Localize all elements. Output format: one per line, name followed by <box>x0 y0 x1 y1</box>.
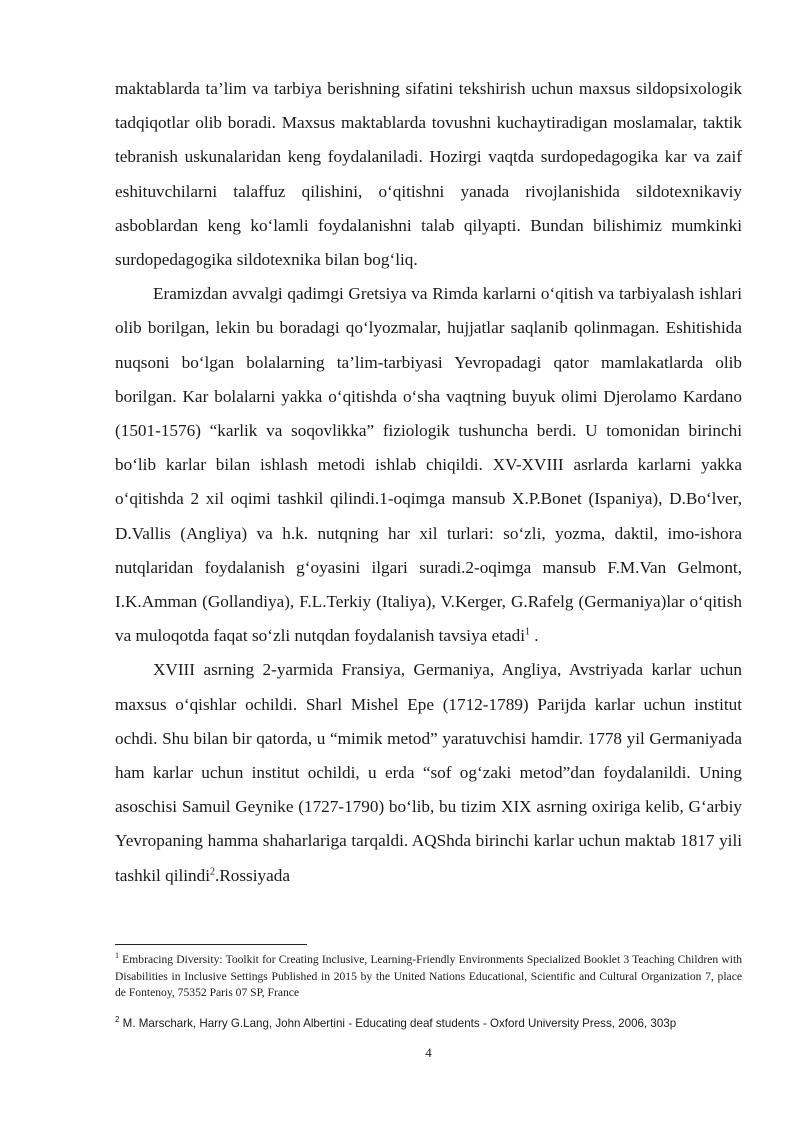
footnote-1-text: Embracing Diversity: Toolkit for Creating Inclusive, Learning-Friendly Environments Specialized Booklet 3 Teaching Children with Disabilities in Inclusive Settings Published in 2015 by the United Nations Educational, Scientific and Cultural Organization 7, place de Fontenoy, 75352 Paris 07 SP, France <box>115 953 742 999</box>
footnote-2 <box>115 1016 742 1032</box>
footnote-ref-1[interactable]: 1 <box>525 626 530 638</box>
paragraph-3-tail: .Rossiyada <box>215 865 290 885</box>
footnote-2-number: 2 <box>115 1015 120 1025</box>
footnote-ref-2[interactable]: 2 <box>210 865 216 877</box>
page-number: 4 <box>425 1045 432 1060</box>
footnote-2-text: M. Marschark, Harry G.Lang, John Albertini - Educating deaf students - Oxford University Press, 2006, 303p <box>119 1017 677 1030</box>
paragraph-2-text: Eramizdan avvalgi qadimgi Gretsiya va Rimda karlarni o‘qitish va tarbiyalash ishlari olib borilgan, lekin bu boradagi qo‘lyozmalar, hujjatlar saqlanib qolinmagan. Eshitishida nuqsoni bo‘lgan bolalarning ta’lim-tarbiyasi Yevropadagi qator mamlakatlarda olib borilgan. Kar bolalarni yakka o‘qitishda o‘sha vaqtning buyuk olimi Djerolamo Kardano (1501-1576) “karlik va soqovlikka” fiziologik tushuncha berdi. U tomonidan birinchi bo‘lib karlar bilan ishlash metodi ishlab chiqildi. XV-XVIII asrlarda karlarni yakka o‘qitishda 2 xil oqimi tashkil qilindi.1-oqimga mansub X.P.Bonet (Ispaniya), D.Bo‘lver, D.Vallis (Angliya) va h.k. nutqning har xil turlari: so‘zli, yozma, daktil, imo-ishora nutqlaridan foydalanish g‘oyasini ilgari suradi.2-oqimga mansub F.M.Van Gelmont, I.K.Amman (Gollandiya), F.L.Terkiy (Italiya), V.Kerger, G.Rafelg (Germaniya)lar o‘qitish va muloqotda faqat so‘zli nutqdan foydalanish tavsiya etadi <box>115 284 742 646</box>
paragraph-3-text: XVIII asrning 2-yarmida Fransiya, Germaniya, Angliya, Avstriyada karlar uchun maxsus o‘qishlar ochildi. Sharl Mishel Epe (1712-1789) Parijda karlar uchun institut ochdi. Shu bilan bir qatorda, u “mimik metod” yaratuvchisi hamdir. 1778 yil Germaniyada ham karlar uchun institut ochildi, u erda “sof og‘zaki metod”dan foydalanildi. Uning asoschisi Samuil Geynike (1727-1790) bo‘lib, bu tizim XIX asrning oxiriga kelib, G‘arbiy Yevropaning hamma shaharlariga tarqaldi. AQShda birinchi karlar uchun maktab 1817 yili tashkil qilindi <box>115 660 742 885</box>
paragraph-2 <box>115 277 742 653</box>
paragraph-2-tail: . <box>530 626 539 646</box>
footnote-separator <box>115 944 307 945</box>
paragraph-3 <box>115 653 742 892</box>
paragraph-1-text: maktablarda ta’lim va tarbiya berishning sifatini tekshirish uchun maxsus sildopsixologik tadqiqotlar olib boradi. Maxsus maktablarda tovushni kuchaytiradigan moslamalar, taktik tebranish uskunalaridan keng foydalaniladi. Hozirgi vaqtda surdopedagogika kar va zaif eshituvchilarni talaffuz qilishini, o‘qitishni yanada rivojlanishida sildotexnikaviy asboblardan keng ko‘lamli foydalanishni talab qilyapti. Bundan bilishimiz mumkinki surdopedagogika sildotexnika bilan bog‘liq. <box>115 79 742 270</box>
page-body <box>115 72 742 893</box>
footnote-1 <box>115 952 742 1002</box>
paragraph-1 <box>115 72 742 277</box>
footnote-1-number: 1 <box>115 951 119 961</box>
